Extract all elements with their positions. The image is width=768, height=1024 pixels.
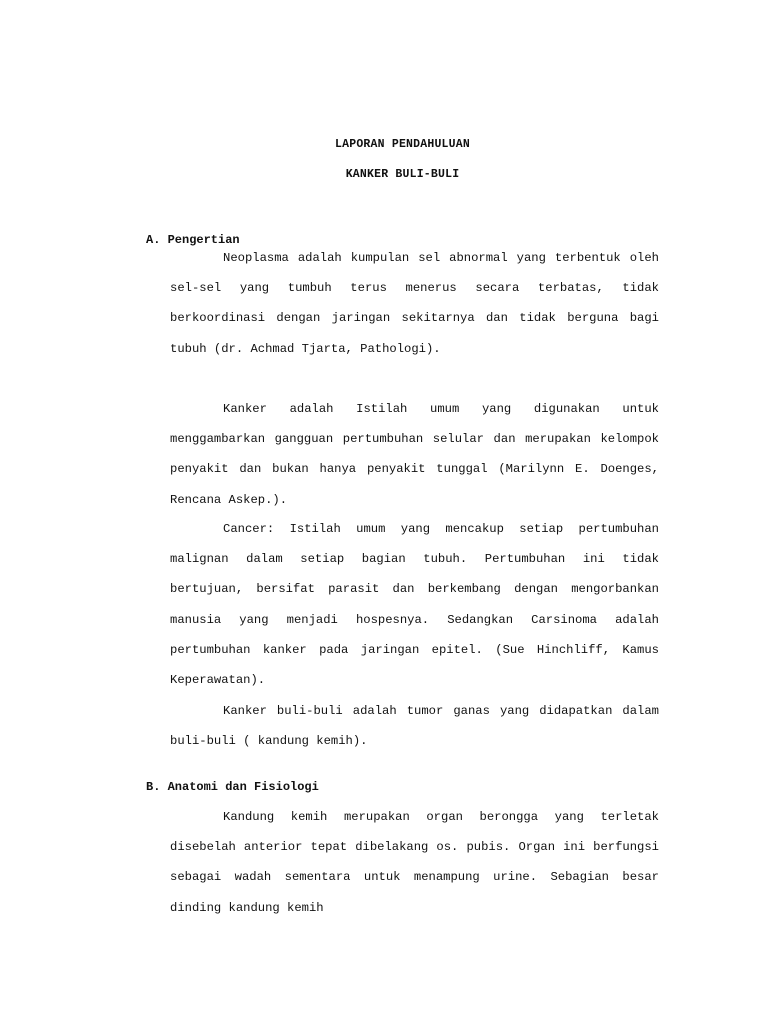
paragraph-cancer: Cancer: Istilah umum yang mencakup setiap pertumbuhan malignan dalam setiap bagian tubuh. Pertumbuhan ini tidak bertujuan, bersifat parasit dan berkembang dengan mengorbankan manusia yang menjadi hospesnya. Sedangkan Carsinoma adalah pertumbuhan kanker pada jaringan epitel. (Sue Hinchliff, Kamus Keperawatan). bbox=[170, 522, 659, 688]
paragraph-kanker-buli-buli: Kanker buli-buli adalah tumor ganas yang didapatkan dalam buli-buli ( kandung kemih). bbox=[170, 704, 659, 749]
section-b-heading: B. Anatomi dan Fisiologi bbox=[146, 780, 319, 794]
paragraph-neoplasma: Neoplasma adalah kumpulan sel abnormal yang terbentuk oleh sel-sel yang tumbuh terus menerus secara terbatas, tidak berkoordinasi dengan jaringan sekitarnya dan tidak berguna bagi tubuh (dr. Achmad Tjarta, Pathologi). bbox=[170, 251, 659, 356]
section-a-heading: A. Pengertian bbox=[146, 233, 240, 247]
paragraph-kandung-kemih: Kandung kemih merupakan organ berongga yang terletak disebelah anterior tepat dibelakang os. pubis. Organ ini berfungsi sebagai wadah sementara untuk menampung urine. Sebagian besar dinding kandung kemih bbox=[170, 810, 659, 915]
document-subtitle: KANKER BULI-BULI bbox=[345, 168, 460, 181]
document-title: LAPORAN PENDAHULUAN bbox=[335, 138, 470, 151]
paragraph-kanker: Kanker adalah Istilah umum yang digunakan untuk menggambarkan gangguan pertumbuhan selular dan merupakan kelompok penyakit dan bukan hanya penyakit tunggal (Marilynn E. Doenges, Rencana Askep.). bbox=[170, 402, 659, 507]
